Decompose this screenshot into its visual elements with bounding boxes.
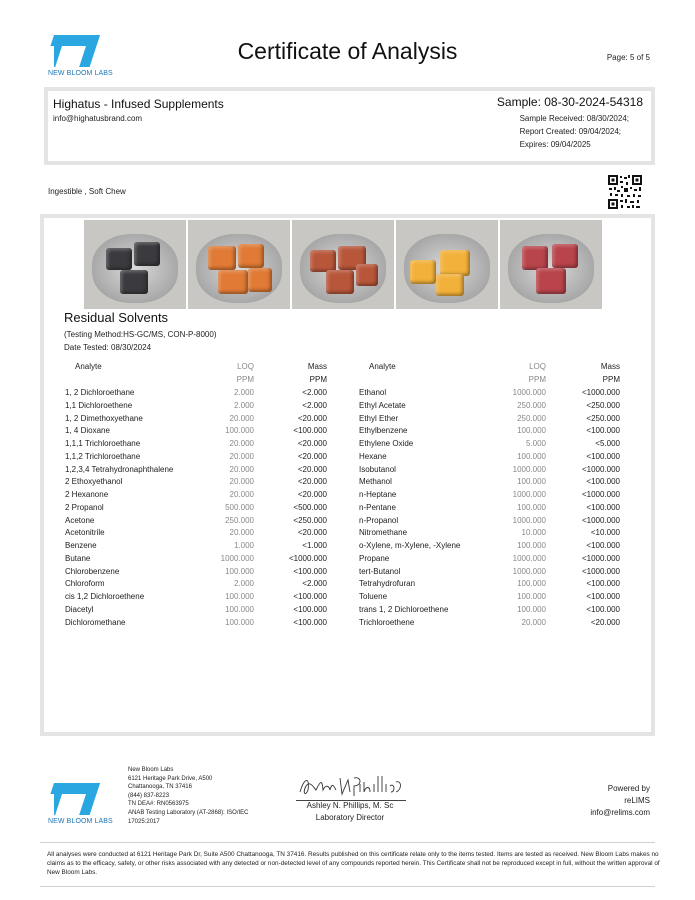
mass-value: <100.000 bbox=[586, 451, 620, 461]
header-loq: LOQ bbox=[529, 362, 546, 371]
loq-value: 100.000 bbox=[225, 604, 254, 614]
analyte-name: Ethyl Ether bbox=[359, 413, 399, 423]
footer-divider bbox=[40, 842, 655, 843]
loq-value: 1000.000 bbox=[220, 553, 254, 563]
loq-value: 1000.000 bbox=[512, 566, 546, 576]
loq-value: 1000.000 bbox=[512, 515, 546, 525]
mass-value: <1000.000 bbox=[288, 553, 327, 563]
analyte-name: Methanol bbox=[359, 477, 392, 487]
analyte-name: n-Pentane bbox=[359, 502, 396, 512]
page-number: Page: 5 of 5 bbox=[606, 53, 650, 62]
loq-value: 2.000 bbox=[233, 400, 254, 410]
mass-value: <100.000 bbox=[293, 566, 327, 576]
loq-value: 1.000 bbox=[233, 541, 254, 550]
mass-value: <100.000 bbox=[293, 426, 327, 436]
lab-address-line: 6121 Heritage Park Drive, A500 bbox=[128, 775, 213, 782]
header-loq-unit: PPM bbox=[528, 375, 546, 384]
mass-value: <100.000 bbox=[293, 592, 327, 601]
loq-value: 1000.000 bbox=[512, 553, 546, 563]
analyte-name: Ethyl Acetate bbox=[359, 400, 406, 410]
footer-logo-text: NEW BLOOM LABS bbox=[48, 818, 113, 825]
analyte-name: Toluene bbox=[359, 592, 388, 601]
header-analyte: Analyte bbox=[75, 362, 102, 371]
loq-value: 20.000 bbox=[229, 451, 254, 461]
mass-value: <250.000 bbox=[586, 413, 620, 423]
analyte-name: Tetrahydrofuran bbox=[359, 579, 416, 589]
mass-value: <20.000 bbox=[297, 451, 327, 461]
analyte-name: 1,1,1 Trichloroethane bbox=[65, 439, 141, 448]
analyte-name: 2 Propanol bbox=[65, 502, 104, 512]
mass-value: <100.000 bbox=[293, 617, 327, 627]
header-mass: Mass bbox=[600, 362, 620, 371]
loq-value: 100.000 bbox=[517, 592, 546, 601]
testing-method: (Testing Method:HS-GC/MS, CON-P-8000) bbox=[64, 330, 217, 339]
analyte-name: Chlorobenzene bbox=[65, 566, 120, 576]
loq-value: 250.000 bbox=[225, 515, 254, 525]
page-title: Certificate of Analysis bbox=[237, 38, 458, 64]
mass-value: <20.000 bbox=[297, 477, 327, 487]
header-mass: Mass bbox=[307, 362, 327, 371]
analyte-name: Isobutanol bbox=[359, 464, 396, 474]
analyte-name: Acetonitrile bbox=[65, 528, 105, 538]
header-loq: LOQ bbox=[237, 362, 254, 371]
loq-value: 100.000 bbox=[517, 451, 546, 461]
analyte-name: o-Xylene, m-Xylene, -Xylene bbox=[359, 541, 461, 550]
analyte-name: trans 1, 2 Dichloroethene bbox=[359, 604, 449, 614]
mass-value: <2.000 bbox=[302, 579, 327, 589]
footer-logo-mark bbox=[54, 783, 104, 815]
lab-address-line: 17025:2017 bbox=[128, 818, 160, 825]
powered-by-name: reLIMS bbox=[624, 796, 650, 805]
mass-value: <10.000 bbox=[590, 528, 620, 538]
powered-by-label: Powered by bbox=[607, 784, 650, 793]
analyte-name: Butane bbox=[65, 553, 91, 563]
loq-value: 100.000 bbox=[225, 592, 254, 601]
mass-value: <100.000 bbox=[586, 502, 620, 512]
analyte-name: n-Propanol bbox=[359, 515, 399, 525]
analyte-name: Benzene bbox=[65, 541, 97, 550]
analyte-name: 1,2,3,4 Tetrahydronaphthalene bbox=[65, 464, 174, 474]
sample-id: Sample: 08-30-2024-54318 bbox=[496, 95, 643, 109]
report-created: Report Created: 09/04/2024; bbox=[519, 127, 621, 136]
loq-value: 250.000 bbox=[517, 413, 546, 423]
loq-value: 250.000 bbox=[517, 400, 546, 410]
mass-value: <2.000 bbox=[302, 400, 327, 410]
analyte-name: Propane bbox=[359, 553, 390, 563]
loq-value: 10.000 bbox=[521, 528, 546, 538]
header-loq-unit: PPM bbox=[236, 375, 254, 384]
loq-value: 20.000 bbox=[229, 490, 254, 499]
analyte-name: Trichloroethene bbox=[359, 617, 415, 627]
client-email: info@highatusbrand.com bbox=[53, 114, 143, 123]
mass-value: <1000.000 bbox=[581, 515, 620, 525]
mass-value: <100.000 bbox=[586, 426, 620, 436]
analyte-name: Ethylbenzene bbox=[359, 426, 408, 436]
sample-received: Sample Received: 08/30/2024; bbox=[519, 114, 629, 123]
header-mass-unit: PPM bbox=[309, 375, 327, 384]
mass-value: <1000.000 bbox=[581, 388, 620, 397]
analyte-name: 2 Ethoxyethanol bbox=[65, 477, 123, 487]
loq-value: 20.000 bbox=[229, 464, 254, 474]
loq-value: 1000.000 bbox=[512, 490, 546, 499]
analyte-name: tert-Butanol bbox=[359, 566, 401, 576]
loq-value: 1000.000 bbox=[512, 388, 546, 397]
mass-value: <20.000 bbox=[297, 490, 327, 499]
mass-value: <250.000 bbox=[293, 515, 327, 525]
loq-value: 100.000 bbox=[517, 579, 546, 589]
analyte-name: cis 1,2 Dichloroethene bbox=[65, 592, 145, 601]
loq-value: 100.000 bbox=[517, 604, 546, 614]
analyte-name: Ethylene Oxide bbox=[359, 439, 414, 448]
mass-value: <20.000 bbox=[297, 439, 327, 448]
loq-value: 100.000 bbox=[225, 566, 254, 576]
date-tested: Date Tested: 08/30/2024 bbox=[64, 343, 152, 352]
lab-address-line: (844) 837-8223 bbox=[128, 792, 170, 799]
analyte-name: Acetone bbox=[65, 515, 95, 525]
loq-value: 2.000 bbox=[233, 388, 254, 397]
loq-value: 500.000 bbox=[225, 502, 254, 512]
mass-value: <1000.000 bbox=[581, 566, 620, 576]
expires-date: Expires: 09/04/2025 bbox=[519, 140, 591, 149]
loq-value: 20.000 bbox=[229, 528, 254, 538]
loq-value: 100.000 bbox=[225, 617, 254, 627]
analyte-name: Nitromethane bbox=[359, 528, 408, 538]
mass-value: <100.000 bbox=[586, 541, 620, 550]
analyte-name: Dichloromethane bbox=[65, 617, 126, 627]
loq-value: 5.000 bbox=[525, 439, 546, 448]
disclaimer: All analyses were conducted at 6121 Heritage Park Dr, Suite A500 Chattanooga, TN 37416. Results published on this certificate relate only to the items tested. Items are tested as received. New Bloom Labs makes no claims as to the efficacy, safety, or other risks associated with any detected or non-detected level of any compounds reported herein. This Certificate shall not be reproduced except in full, without the written approval of New Bloom Labs. bbox=[47, 851, 660, 877]
mass-value: <1000.000 bbox=[581, 464, 620, 474]
section-title: Residual Solvents bbox=[64, 310, 169, 325]
analyte-name: 1,1,2 Trichloroethane bbox=[65, 451, 141, 461]
loq-value: 100.000 bbox=[517, 502, 546, 512]
mass-value: <500.000 bbox=[293, 502, 327, 512]
loq-value: 20.000 bbox=[521, 617, 546, 627]
product-type: Ingestible , Soft Chew bbox=[48, 187, 126, 196]
loq-value: 100.000 bbox=[517, 477, 546, 487]
analyte-name: Ethanol bbox=[359, 388, 387, 397]
lab-address-line: TN DEA#: RN0563975 bbox=[128, 801, 189, 808]
mass-value: <100.000 bbox=[586, 604, 620, 614]
mass-value: <2.000 bbox=[302, 388, 327, 397]
lab-address-line: New Bloom Labs bbox=[128, 767, 174, 773]
lab-address bbox=[128, 766, 249, 826]
loq-value: 100.000 bbox=[517, 426, 546, 436]
loq-value: 100.000 bbox=[517, 541, 546, 550]
mass-value: <1000.000 bbox=[581, 553, 620, 563]
mass-value: <20.000 bbox=[297, 413, 327, 423]
analyte-name: 1,1 Dichloroethene bbox=[65, 400, 133, 410]
mass-value: <20.000 bbox=[297, 528, 327, 538]
footer-logo bbox=[48, 783, 112, 825]
lab-logo-text: NEW BLOOM LABS bbox=[48, 70, 113, 77]
analyte-name: Diacetyl bbox=[65, 604, 94, 614]
powered-by bbox=[590, 783, 650, 819]
signer-name: Ashley N. Phillips, M. Sc bbox=[306, 801, 394, 810]
analyte-name: 1, 2 Dimethoxyethane bbox=[65, 413, 143, 423]
analyte-name: n-Heptane bbox=[359, 490, 397, 499]
analyte-name: 1, 4 Dioxane bbox=[65, 426, 110, 436]
loq-value: 1000.000 bbox=[512, 464, 546, 474]
client-name: Highatus - Infused Supplements bbox=[53, 97, 224, 111]
signer-title: Laboratory Director bbox=[315, 813, 385, 822]
header-analyte: Analyte bbox=[369, 362, 396, 371]
loq-value: 20.000 bbox=[229, 413, 254, 423]
analyte-name: Chloroform bbox=[65, 579, 105, 589]
mass-value: <250.000 bbox=[586, 400, 620, 410]
analyte-name: 2 Hexanone bbox=[65, 490, 109, 499]
mass-value: <100.000 bbox=[586, 579, 620, 589]
mass-value: <100.000 bbox=[586, 592, 620, 601]
mass-value: <5.000 bbox=[595, 439, 620, 448]
loq-value: 100.000 bbox=[225, 426, 254, 436]
analyte-name: Hexane bbox=[359, 451, 387, 461]
loq-value: 2.000 bbox=[233, 579, 254, 589]
loq-value: 20.000 bbox=[229, 439, 254, 448]
mass-value: <20.000 bbox=[590, 617, 620, 627]
mass-value: <1.000 bbox=[302, 541, 327, 550]
lab-address-line: Chattanooga, TN 37416 bbox=[128, 784, 192, 791]
lab-address-line: ANAB Testing Laboratory (AT-2868): ISO/IEC bbox=[128, 809, 249, 816]
analyte-name: 1, 2 Dichloroethane bbox=[65, 388, 135, 397]
footer-divider bbox=[40, 886, 655, 887]
header-mass-unit: PPM bbox=[602, 375, 620, 384]
loq-value: 20.000 bbox=[229, 477, 254, 487]
mass-value: <1000.000 bbox=[581, 490, 620, 499]
mass-value: <100.000 bbox=[586, 477, 620, 487]
mass-value: <100.000 bbox=[293, 604, 327, 614]
powered-by-email: info@relims.com bbox=[590, 808, 650, 817]
mass-value: <20.000 bbox=[297, 464, 327, 474]
